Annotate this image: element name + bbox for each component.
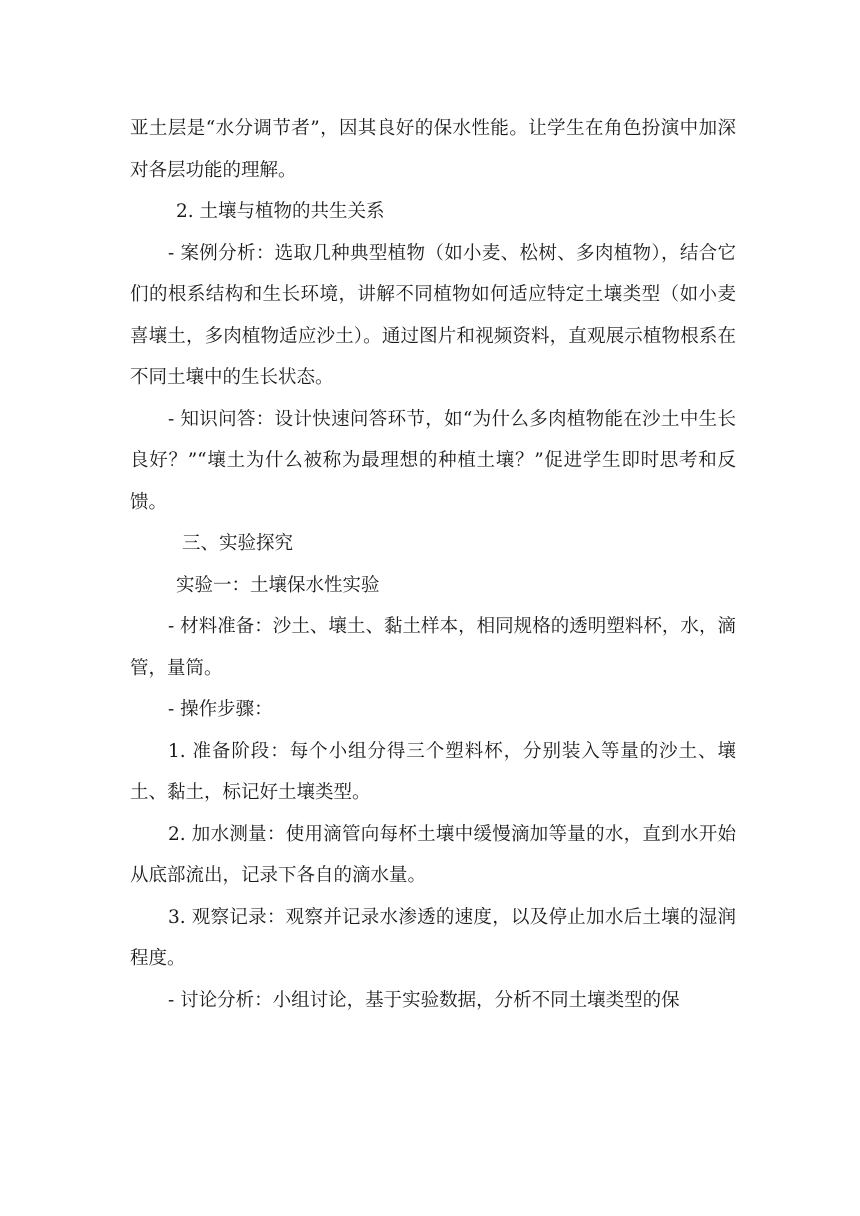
heading-experiment-inquiry: 三、实验探究 — [182, 533, 294, 554]
heading-soil-plant-symbiosis: 2. 土壤与植物的共生关系 — [176, 201, 385, 222]
paragraph-step-observe: 3. 观察记录：观察并记录水渗透的速度，以及停止加水后土壤的湿润程度。 — [130, 906, 736, 969]
document-body — [130, 108, 736, 1021]
paragraph-knowledge-quiz: - 知识问答：设计快速问答环节，如“为什么多肉植物能在沙土中生长良好？”“壤土为什么被称为最理想的种植土壤？”促进学生即时思考和反馈。 — [130, 408, 736, 513]
paragraph-discussion: - 讨论分析：小组讨论，基于实验数据，分析不同土壤类型的保 — [168, 989, 680, 1011]
paragraph-step-water-measure: 2. 加水测量：使用滴管向每杯土壤中缓慢滴加等量的水，直到水开始从底部流出，记录下各自的滴水量。 — [130, 823, 736, 886]
paragraph-step-preparation: 1. 准备阶段：每个小组分得三个塑料杯，分别装入等量的沙土、壤土、黏土，标记好土壤类型。 — [130, 740, 736, 803]
paragraph-case-analysis: - 案例分析：选取几种典型植物（如小麦、松树、多肉植物），结合它们的根系结构和生长环境，讲解不同植物如何适应特定土壤类型（如小麦喜壤土，多肉植物适应沙土）。通过图片和视频资料，直观展示植物根系在不同土壤中的生长状态。 — [130, 242, 736, 388]
paragraph-procedure-label: - 操作步骤： — [168, 699, 273, 720]
paragraph-materials: - 材料准备：沙土、壤土、黏土样本，相同规格的透明塑料杯，水，滴管，量筒。 — [130, 616, 736, 679]
paragraph-layer-summary: 亚土层是“水分调节者”，因其良好的保水性能。让学生在角色扮演中加深对各层功能的理解。 — [130, 118, 736, 181]
heading-experiment-one: 实验一：土壤保水性实验 — [176, 574, 380, 596]
